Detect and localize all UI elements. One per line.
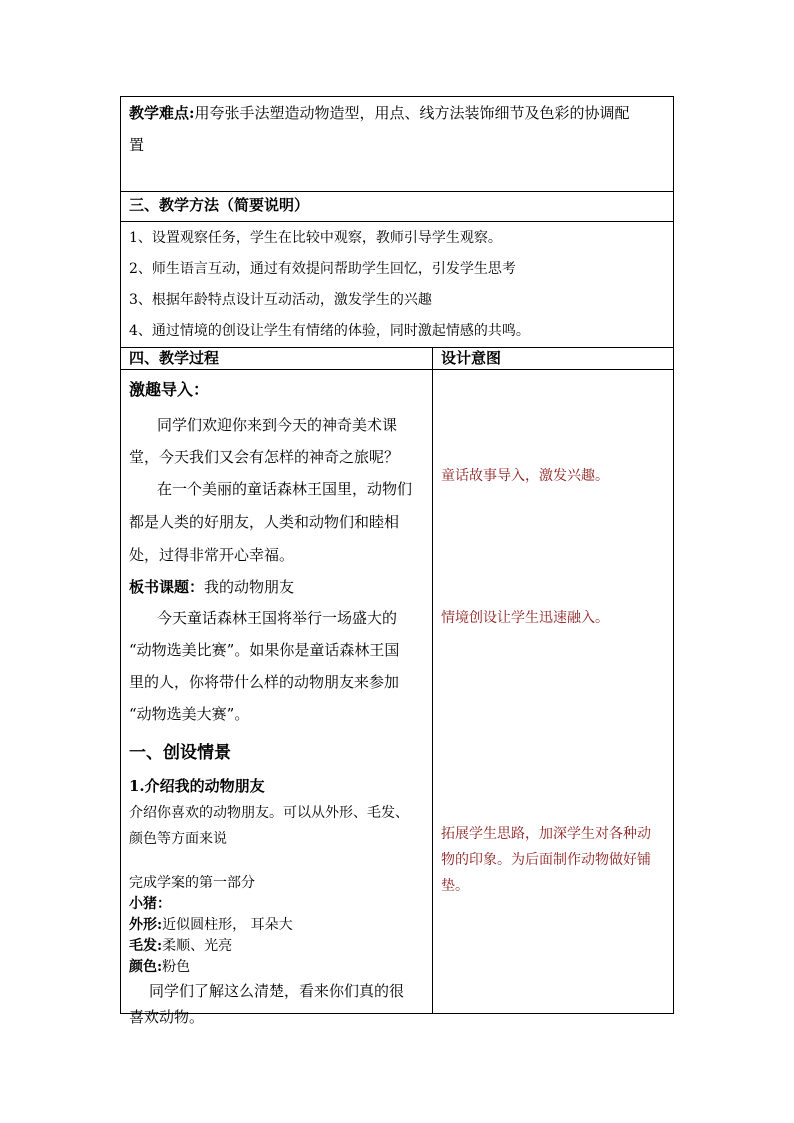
- closing-paragraph: [129, 978, 429, 1030]
- text-line: “动物选美比赛”。如果你是童话森林王国: [129, 641, 400, 659]
- intro-paragraph-3: [129, 602, 429, 730]
- text-line: 堂，今天我们又会有怎样的神奇之旅呢？: [129, 448, 400, 466]
- section-heading: 一、创设情景: [129, 743, 231, 763]
- row-divider: [121, 221, 673, 222]
- text-line: 喜欢动物。: [129, 1008, 205, 1026]
- pig-label: 小猪：: [129, 896, 171, 912]
- color-text: 粉色: [162, 959, 191, 975]
- intro-paragraph-2: [129, 473, 429, 572]
- methods-list: [129, 223, 669, 347]
- shape-label: 外形:: [129, 917, 163, 933]
- design-heading: 设计意图: [441, 349, 502, 367]
- difficulty-text-cont: 置: [129, 136, 145, 154]
- subsection-heading: 1.介绍我的动物朋友: [129, 777, 265, 795]
- text-line: 同学们了解这么清楚，看来你们真的很: [149, 982, 405, 1000]
- process-heading: 四、教学过程: [129, 349, 220, 367]
- board-title: [129, 572, 429, 602]
- worksheet-note: 完成学案的第一部分: [129, 875, 255, 891]
- shape-text: 近似圆柱形， 耳朵大: [162, 917, 293, 933]
- pig-description: [129, 894, 429, 978]
- text-line: 今天童话森林王国将举行一场盛大的: [157, 609, 398, 627]
- difficulty-label: 教学难点:: [129, 104, 195, 122]
- lesson-plan-table: [120, 96, 674, 1026]
- row-divider: [121, 369, 673, 370]
- board-label: 板书课题：: [129, 578, 205, 596]
- text-line: 同学们欢迎你来到今天的神奇美术课: [157, 416, 398, 434]
- process-content: [129, 375, 429, 1030]
- fur-text: 柔顺、光亮: [162, 938, 233, 954]
- text-line: 在一个美丽的童话森林王国里，动物们: [157, 480, 413, 498]
- text-line: 里的人，你将带什么样的动物朋友来参加: [129, 673, 400, 691]
- subsection-text: [129, 800, 429, 852]
- text-line: 处，过得非常开心幸福。: [129, 546, 295, 564]
- text-line: 垫。: [441, 878, 469, 894]
- design-note-3: [441, 821, 671, 899]
- text-line: 颜色等方面来说: [129, 831, 227, 847]
- method-item: 2、师生语言互动，通过有效提问帮助学生回忆，引发学生思考: [129, 261, 516, 277]
- design-note-2: 情境创设让学生迅速融入。: [441, 610, 609, 626]
- method-item: 4、通过情境的创设让学生有情绪的体验，同时激起情感的共鸣。: [129, 323, 530, 339]
- text-line: 物的印象。为后面制作动物做好铺: [441, 852, 651, 868]
- difficulty-cell: [129, 97, 669, 161]
- methods-heading: 三、教学方法（简要说明）: [129, 196, 310, 214]
- column-divider: [432, 347, 433, 1014]
- board-text: 我的动物朋友: [204, 578, 295, 596]
- text-line: 都是人类的好朋友，人类和动物们和睦相: [129, 513, 400, 531]
- text-line: 拓展学生思路，加深学生对各种动: [441, 826, 651, 842]
- method-item: 3、根据年龄特点设计互动活动，激发学生的兴趣: [129, 292, 432, 308]
- method-item: 1、设置观察任务，学生在比较中观察，教师引导学生观察。: [129, 230, 502, 246]
- text-line: 介绍你喜欢的动物朋友。可以从外形、毛发、: [129, 805, 409, 821]
- fur-label: 毛发:: [129, 938, 163, 954]
- difficulty-text: 用夸张手法塑造动物造型，用点、线方法装饰细节及色彩的协调配: [194, 104, 630, 122]
- intro-paragraph-1: [129, 409, 429, 473]
- intro-title: 激趣导入：: [129, 380, 210, 399]
- text-line: “动物选美大赛”。: [129, 705, 250, 723]
- color-label: 颜色:: [129, 959, 163, 975]
- design-note-1: 童话故事导入，激发兴趣。: [441, 468, 609, 484]
